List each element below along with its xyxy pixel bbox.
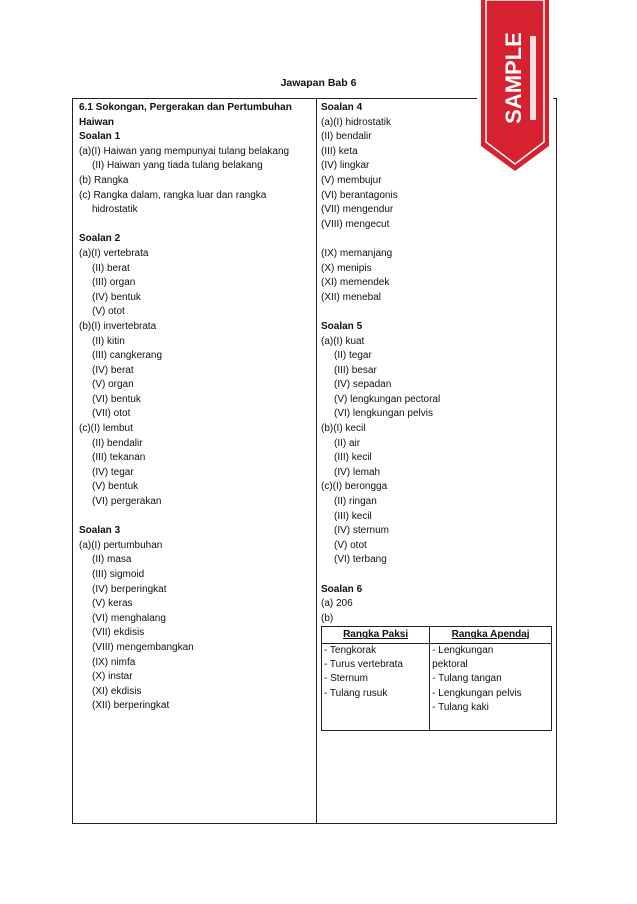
section-heading: Haiwan bbox=[79, 116, 115, 128]
table-item: - Sternum bbox=[324, 673, 368, 685]
spacer bbox=[79, 510, 313, 525]
section-heading: Soalan 2 bbox=[79, 233, 121, 245]
section-heading: Soalan 1 bbox=[79, 131, 121, 143]
section-heading: Soalan 3 bbox=[79, 525, 121, 537]
answer-line: (IV) sepadan bbox=[334, 379, 392, 391]
answer-line: (IV) berperingkat bbox=[92, 583, 167, 595]
table-item: - Tulang rusuk bbox=[324, 687, 388, 699]
column-divider bbox=[316, 99, 317, 823]
section-heading: Soalan 6 bbox=[321, 583, 363, 595]
answer-line: (a)(I) kuat bbox=[321, 335, 365, 347]
section-heading: Soalan 4 bbox=[321, 102, 363, 113]
answer-line: (IV) tegar bbox=[92, 466, 134, 478]
answer-frame bbox=[72, 98, 557, 824]
table-item: - Lengkungan pelvis bbox=[432, 687, 522, 699]
answer-line: (XII) menebal bbox=[321, 291, 382, 303]
rangka-table bbox=[321, 626, 552, 730]
answer-line: (c)(I) berongga bbox=[321, 481, 388, 493]
answer-line: (VI) pergerakan bbox=[92, 496, 162, 508]
spacer bbox=[321, 305, 553, 320]
answer-line: (XI) ekdisis bbox=[92, 685, 142, 697]
answer-line: (II) tegar bbox=[334, 350, 372, 362]
answer-line: (XI) memendek bbox=[321, 277, 390, 289]
answer-line: (V) bentuk bbox=[92, 481, 139, 493]
answer-line: (II) air bbox=[334, 437, 361, 449]
table-header-apendaj: Rangka Apendaj bbox=[430, 627, 552, 643]
answer-line: (II) bendalir bbox=[321, 131, 372, 143]
answer-line: (IV) lemah bbox=[334, 466, 381, 478]
answer-line: (b) Rangka bbox=[79, 174, 129, 186]
answer-line: (III) kecil bbox=[334, 510, 372, 522]
answer-line: (V) membujur bbox=[321, 174, 382, 186]
answer-line: (IV) berat bbox=[92, 364, 134, 376]
answer-line: (VIII) mengembangkan bbox=[92, 641, 194, 653]
answer-line: (V) keras bbox=[92, 598, 133, 610]
table-header-paksi: Rangka Paksi bbox=[322, 627, 430, 643]
table-cell-apendaj bbox=[430, 643, 552, 730]
table-item: - Turus vertebrata bbox=[324, 658, 403, 670]
spacer bbox=[321, 232, 553, 247]
answer-line: (VII) mengendur bbox=[321, 204, 394, 216]
answer-line: (III) cangkerang bbox=[92, 350, 163, 362]
answer-line: (IV) sternum bbox=[334, 525, 390, 537]
page-title: Jawapan Bab 6 bbox=[280, 77, 357, 89]
answer-line: (II) berat bbox=[92, 262, 130, 274]
answer-line: (II) masa bbox=[92, 554, 132, 566]
table-item: - Lengkungan bbox=[432, 644, 494, 656]
answer-line: (a)(I) hidrostatik bbox=[321, 116, 392, 128]
table-item: - Tengkorak bbox=[324, 644, 377, 656]
answer-line: (X) menipis bbox=[321, 262, 372, 274]
answer-line: (b) bbox=[321, 612, 334, 624]
answer-line: (III) keta bbox=[321, 145, 358, 157]
answer-line: (X) instar bbox=[92, 671, 133, 683]
answer-line: (a)(I) pertumbuhan bbox=[79, 539, 163, 551]
table-item: - Tulang kaki bbox=[432, 701, 489, 713]
answer-line: (IV) bentuk bbox=[92, 291, 141, 303]
answer-line: (a)(I) Haiwan yang mempunyai tulang belakang bbox=[79, 145, 290, 157]
answer-line: (VII) ekdisis bbox=[92, 627, 145, 639]
answer-line: (c)(I) lembut bbox=[79, 423, 133, 435]
right-column bbox=[321, 101, 553, 731]
answer-line: (II) kitin bbox=[92, 335, 125, 347]
answer-line: (II) bendalir bbox=[92, 437, 143, 449]
answer-line: (XII) berperingkat bbox=[92, 700, 170, 712]
sample-watermark-badge bbox=[475, 0, 555, 180]
answer-line: (VI) lengkungan pelvis bbox=[334, 408, 433, 420]
spacer bbox=[321, 568, 553, 583]
answer-line: (b)(I) kecil bbox=[321, 423, 366, 435]
answer-line: (VI) terbang bbox=[334, 554, 387, 566]
answer-line: (VIII) mengecut bbox=[321, 218, 390, 230]
section-heading: Soalan 5 bbox=[321, 320, 363, 332]
answer-line: (II) ringan bbox=[334, 496, 377, 508]
spacer bbox=[79, 218, 313, 233]
answer-line: (III) sigmoid bbox=[92, 569, 145, 580]
answer-line: (V) organ bbox=[92, 379, 134, 391]
answer-line: (III) kecil bbox=[334, 452, 372, 464]
answer-line: (V) lengkungan pectoral bbox=[334, 393, 441, 405]
left-column bbox=[79, 101, 313, 714]
answer-line: (III) organ bbox=[92, 277, 136, 289]
table-item: pektoral bbox=[432, 658, 468, 670]
table-cell-paksi bbox=[322, 643, 430, 730]
section-heading: 6.1 Sokongan, Pergerakan dan Pertumbuhan bbox=[79, 102, 292, 113]
answer-line: hidrostatik bbox=[92, 204, 138, 216]
answer-line: (II) Haiwan yang tiada tulang belakang bbox=[92, 160, 263, 172]
answer-line: (VI) berantagonis bbox=[321, 189, 398, 201]
table-item: - Tulang tangan bbox=[432, 673, 502, 685]
answer-line: (IX) nimfa bbox=[92, 656, 136, 668]
sample-watermark-text: SAMPLE bbox=[501, 32, 526, 124]
answer-line: (III) besar bbox=[334, 364, 377, 376]
answer-line: (IV) lingkar bbox=[321, 160, 370, 172]
answer-line: (IX) memanjang bbox=[321, 247, 393, 259]
answer-line: (V) otot bbox=[92, 306, 125, 318]
answer-line: (VI) menghalang bbox=[92, 612, 166, 624]
answer-line: (III) tekanan bbox=[92, 452, 146, 464]
answer-line: (VI) bentuk bbox=[92, 393, 141, 405]
answer-line: (b)(I) invertebrata bbox=[79, 320, 157, 332]
answer-line: (c) Rangka dalam, rangka luar dan rangka bbox=[79, 189, 267, 201]
answer-line: (VII) otot bbox=[92, 408, 131, 420]
answer-line: (a) 206 bbox=[321, 598, 353, 610]
answer-line: (a)(I) vertebrata bbox=[79, 247, 149, 259]
answer-line: (V) otot bbox=[334, 539, 367, 551]
